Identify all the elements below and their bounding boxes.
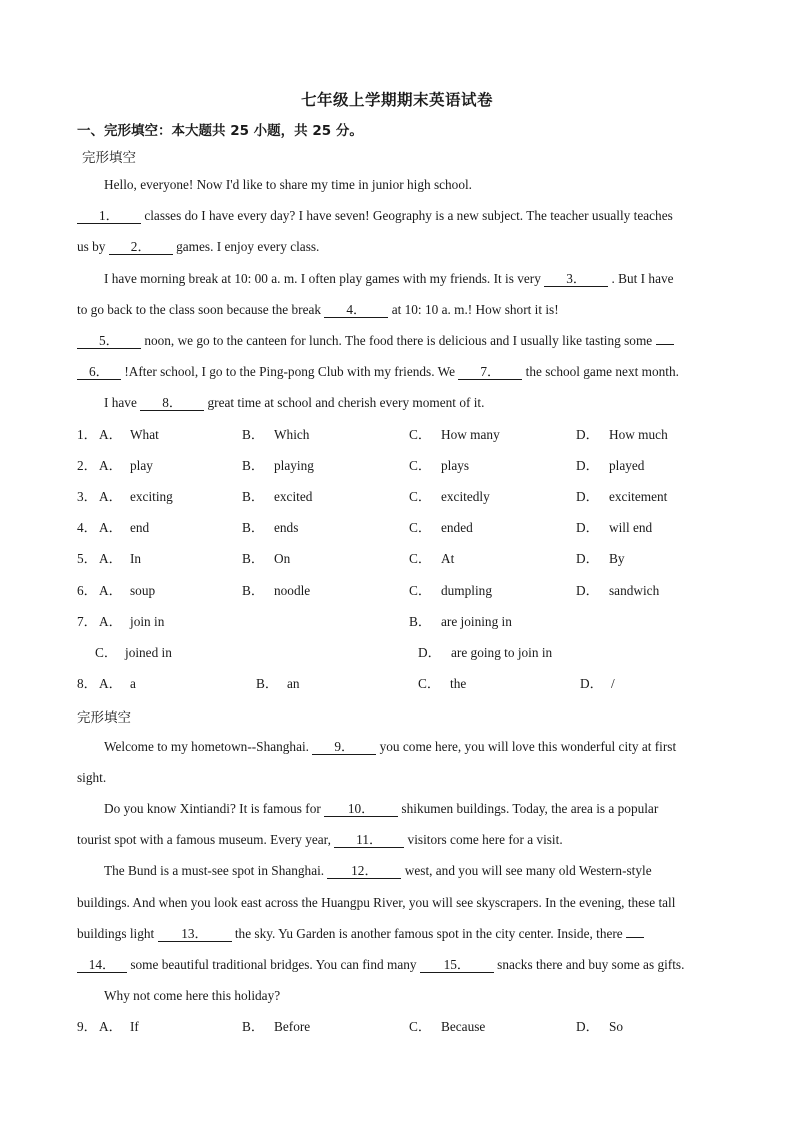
passage2-line: sight. (77, 770, 107, 785)
passage1-heading: 完形填空 (82, 150, 136, 166)
blank-10[interactable]: 10． (324, 801, 398, 817)
option[interactable]: By (609, 551, 625, 566)
question-row: 7． A． join in B． are joining in (77, 612, 777, 632)
option[interactable]: In (130, 551, 142, 566)
question-row: 6． A． soup B． noodle C． dumpling D． sandwich (77, 581, 777, 601)
passage2-line: 14． some beautiful traditional bridges. You can find many 15． snacks there and buy some as gifts. (77, 955, 684, 975)
passage1-line: Hello, everyone! Now I'd like to share my time in junior high school. (104, 177, 472, 192)
option[interactable]: the (450, 676, 467, 691)
option[interactable]: Which (274, 427, 310, 442)
option[interactable]: are joining in (441, 614, 512, 629)
blank-5[interactable]: 5． (77, 333, 141, 349)
blank-6[interactable]: 6． (77, 364, 121, 380)
passage1-line: 6． !After school, I go to the Ping-pong Club with my friends. We 7． the school game next month. (77, 362, 679, 382)
question-row: 4． A． end B． ends C． ended D． will end (77, 518, 777, 538)
option[interactable]: ends (274, 520, 299, 535)
passage2-line: Do you know Xintiandi? It is famous for 10． shikumen buildings. Today, the area is a popular (104, 801, 659, 816)
passage1-line: I have 8． great time at school and cherish every moment of it. (104, 395, 485, 410)
option[interactable]: soup (130, 583, 156, 598)
option[interactable]: will end (609, 520, 653, 535)
passage1-line: to go back to the class soon because the break 4． at 10: 10 a. m.! How short it is! (77, 302, 559, 317)
passage1-line: I have morning break at 10: 00 a. m. I often play games with my friends. It is very 3． . But I have (104, 271, 674, 286)
option[interactable]: dumpling (441, 583, 492, 598)
option[interactable]: excitedly (441, 489, 490, 504)
blank-3[interactable]: 3． (544, 271, 608, 287)
passage2-line: tourist spot with a famous museum. Every year, 11． visitors come here for a visit. (77, 832, 563, 847)
blank-1[interactable]: 1． (77, 208, 141, 224)
option[interactable]: playing (274, 458, 314, 473)
blank-9[interactable]: 9． (312, 739, 376, 755)
question-row: 2． A． play B． playing C． plays D． played (77, 456, 777, 476)
question-row: 5． A． In B． On C． At D． By (77, 549, 777, 569)
option[interactable]: excitement (609, 489, 668, 504)
option[interactable]: noodle (274, 583, 311, 598)
option[interactable]: How much (609, 427, 668, 442)
option[interactable]: join in (130, 614, 165, 629)
option[interactable]: So (609, 1019, 624, 1034)
option[interactable]: At (441, 551, 455, 566)
passage2-line: The Bund is a must-see spot in Shanghai. 12． west, and you will see many old Western-style (104, 863, 652, 878)
passage2-line: buildings light 13． the sky. Yu Garden is another famous spot in the city center. Inside, there (77, 924, 644, 944)
passage1-line: us by 2． games. I enjoy every class. (77, 239, 320, 254)
option[interactable]: are going to join in (451, 645, 553, 660)
option[interactable]: play (130, 458, 153, 473)
option[interactable]: If (130, 1019, 139, 1034)
option[interactable]: On (274, 551, 291, 566)
option[interactable]: plays (441, 458, 470, 473)
option[interactable]: Before (274, 1019, 311, 1034)
blank-4[interactable]: 4． (324, 302, 388, 318)
option[interactable]: How many (441, 427, 500, 442)
question-row: 3． A． exciting B． excited C． excitedly D． excitement (77, 487, 777, 507)
question-row: 1． A． What B． Which C． How many D． How much (77, 425, 777, 445)
option[interactable]: joined in (125, 645, 172, 660)
blank-14[interactable]: 14． (77, 957, 127, 973)
option[interactable]: sandwich (609, 583, 660, 598)
page-title: 七年级上学期期末英语试卷 (300, 91, 493, 109)
blank-11[interactable]: 11． (334, 832, 404, 848)
passage2-line: Why not come here this holiday? (104, 988, 281, 1003)
option[interactable]: What (130, 427, 159, 442)
passage1-line: 5． noon, we go to the canteen for lunch. The food there is delicious and I usually like tasting some (77, 331, 674, 351)
option[interactable]: / (611, 676, 615, 691)
option[interactable]: Because (441, 1019, 486, 1034)
passage2-line: buildings. And when you look east across the Huangpu River, you will see skyscrapers. In the evening, these tall (77, 895, 676, 910)
passage2-heading: 完形填空 (77, 710, 131, 726)
passage2-line: Welcome to my hometown--Shanghai. 9． you come here, you will love this wonderful city at first (104, 739, 677, 754)
option[interactable]: exciting (130, 489, 173, 504)
blank-2[interactable]: 2． (109, 239, 173, 255)
blank-12[interactable]: 12． (327, 863, 401, 879)
blank-7[interactable]: 7． (458, 364, 522, 380)
section-heading: 一、完形填空：本大题共 25 小题，共 25 分。 (77, 123, 363, 139)
passage1-line: 1． classes do I have every day? I have seven! Geography is a new subject. The teacher usually teaches (77, 206, 673, 226)
blank-8[interactable]: 8． (140, 395, 204, 411)
question-row: 9． A． If B． Before C． Because D． So (77, 1017, 777, 1037)
blank-15[interactable]: 15． (420, 957, 494, 973)
question-row: 8． A． a B． an C． the D． / (77, 674, 777, 694)
option[interactable]: an (287, 676, 300, 691)
option[interactable]: excited (274, 489, 313, 504)
option[interactable]: played (609, 458, 645, 473)
question-row: C． joined in D． are going to join in (77, 643, 777, 663)
option[interactable]: ended (441, 520, 473, 535)
blank-13[interactable]: 13． (158, 926, 232, 942)
option[interactable]: end (130, 520, 150, 535)
option[interactable]: a (130, 676, 136, 691)
